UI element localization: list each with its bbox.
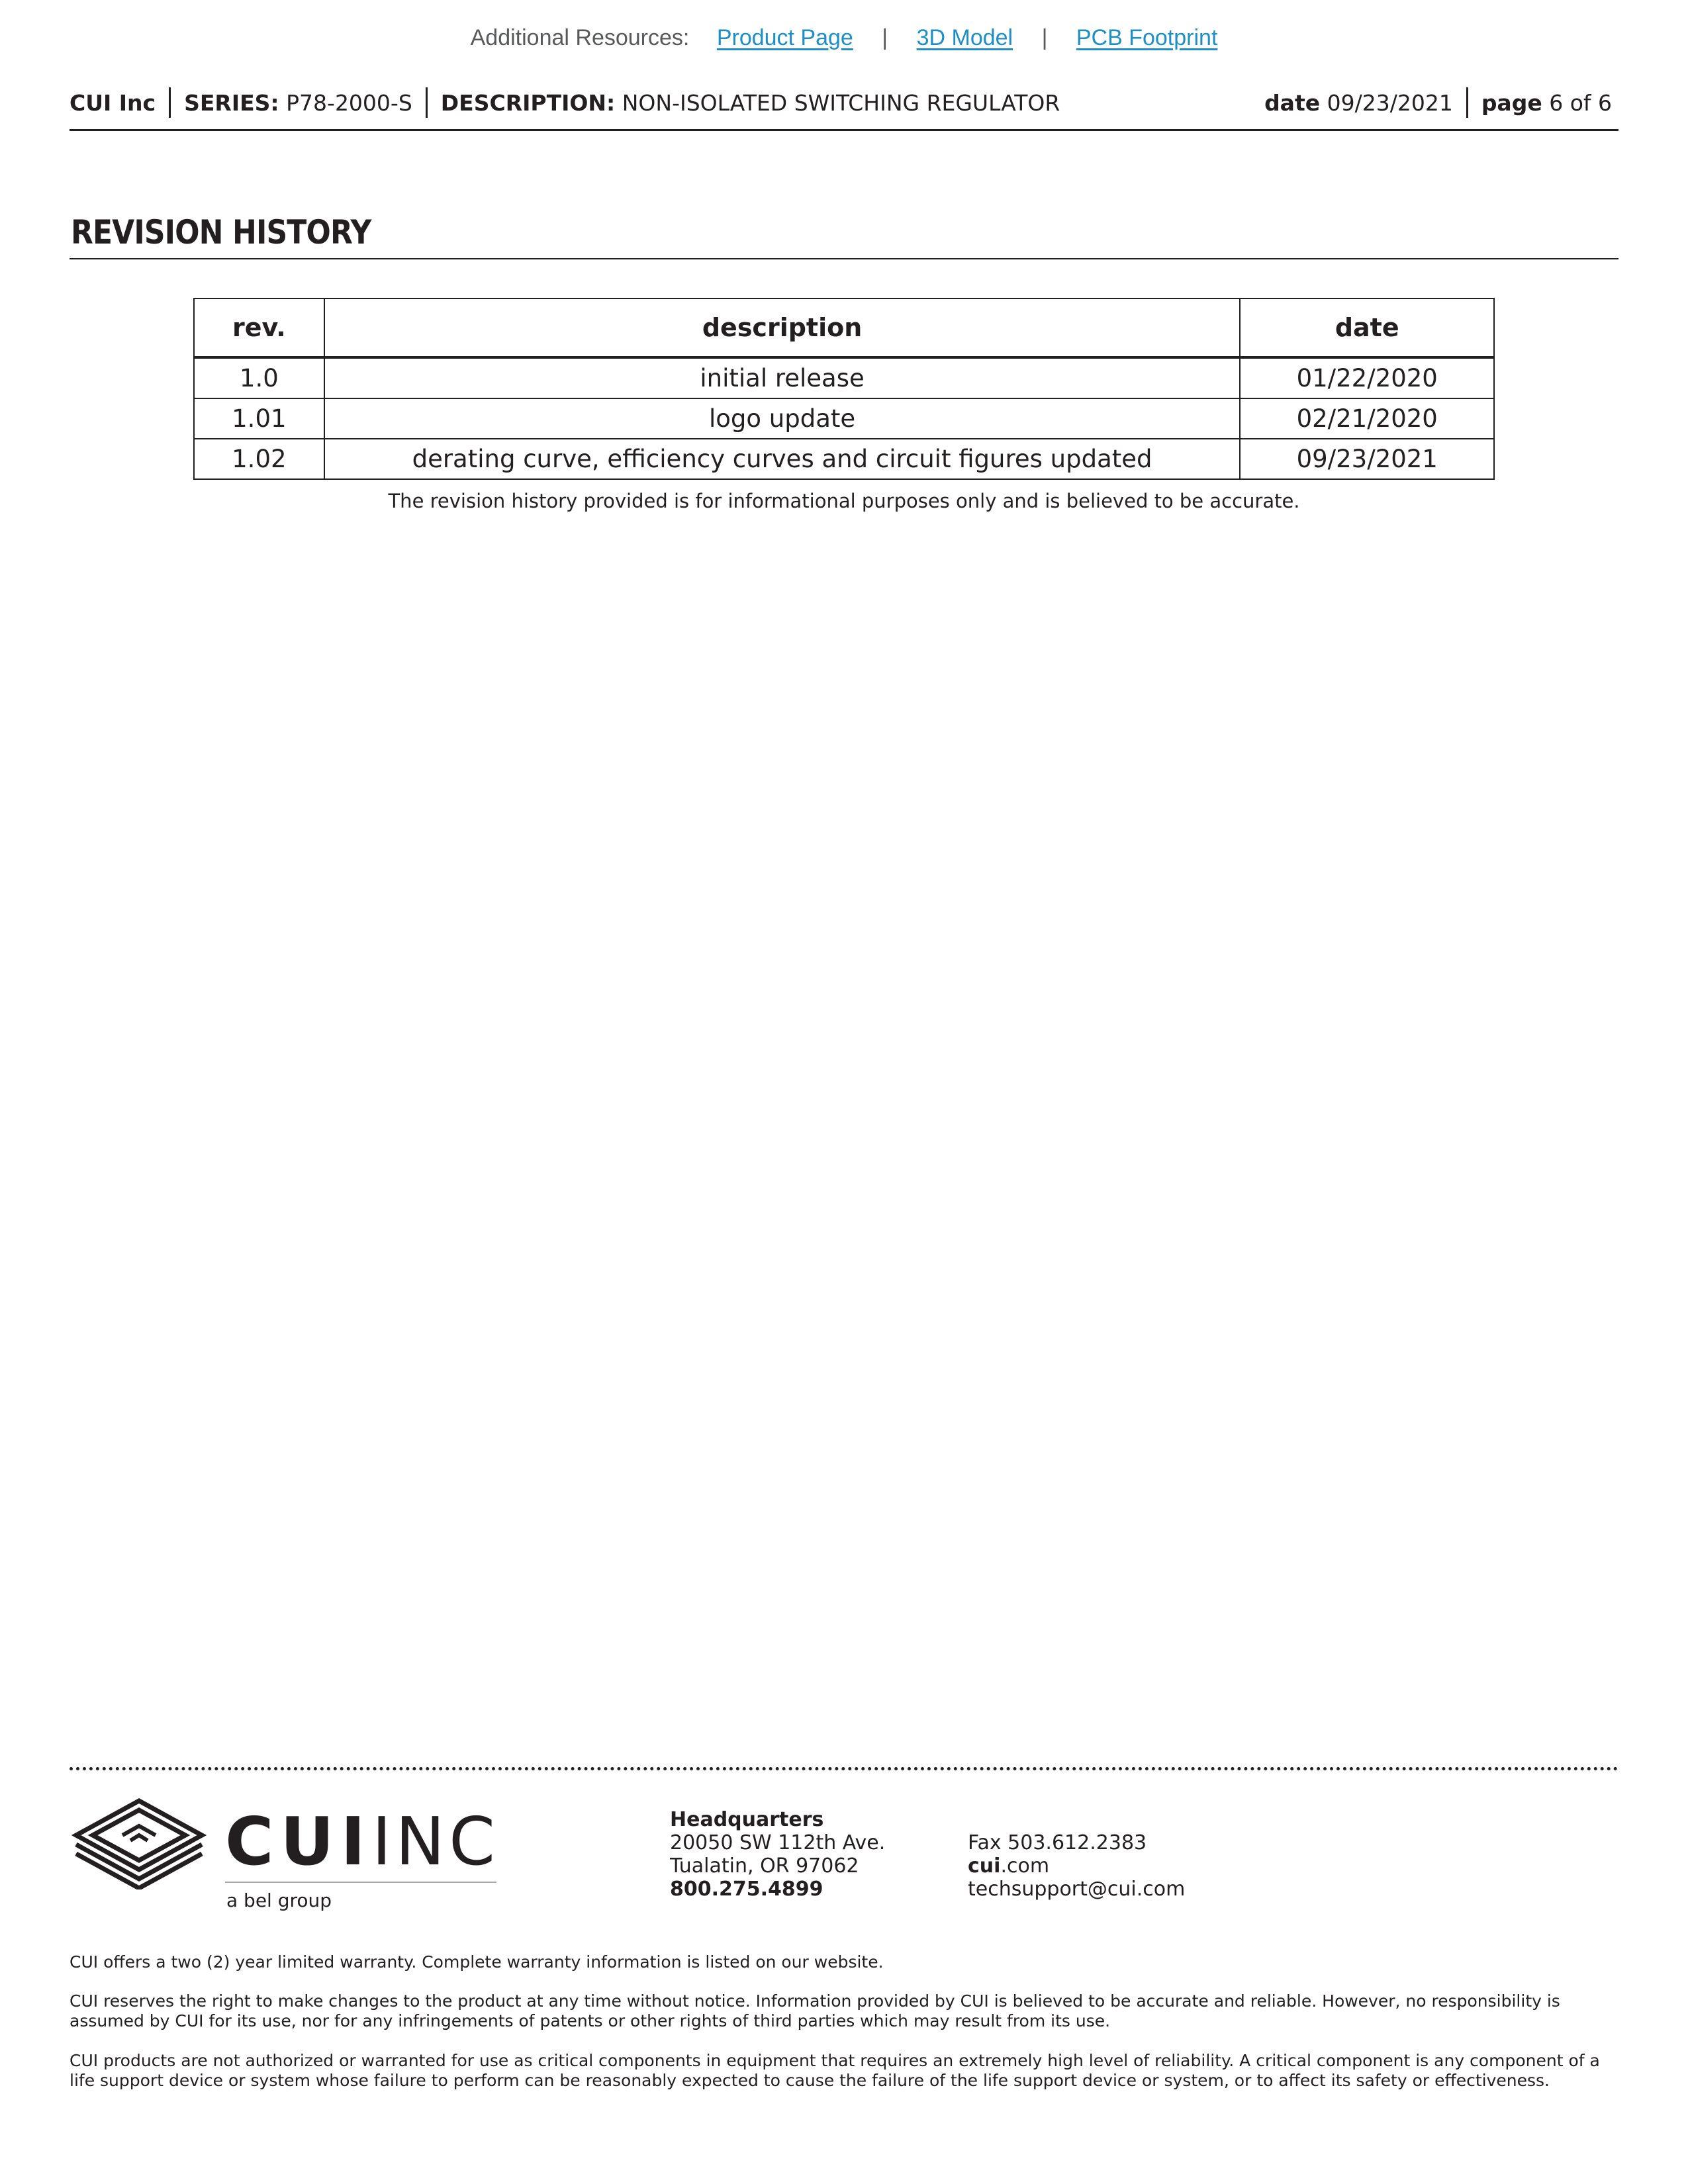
date-value: 09/23/2021 xyxy=(1327,89,1453,116)
document-header xyxy=(70,87,1618,119)
column-header-rev: rev. xyxy=(194,298,324,357)
rev-cell: 1.02 xyxy=(194,439,324,479)
cui-logo-mark-icon xyxy=(70,1797,212,1889)
rev-cell: 1.01 xyxy=(194,398,324,439)
headquarters-address-line-1: 20050 SW 112th Ave. xyxy=(670,1831,886,1854)
page-label: page xyxy=(1481,89,1542,116)
resource-separator: | xyxy=(882,25,888,50)
table-row xyxy=(194,357,1494,398)
column-header-date: date xyxy=(1240,298,1494,357)
rev-cell: 1.0 xyxy=(194,357,324,398)
section-title: REVISION HISTORY xyxy=(71,213,371,251)
warranty-notice: CUI offers a two (2) year limited warranty. Complete warranty information is listed on our website. xyxy=(70,1952,884,1972)
header-divider xyxy=(1466,87,1468,118)
logo-wordmark xyxy=(225,1803,499,1880)
headquarters-title: Headquarters xyxy=(670,1808,824,1831)
date-label: date xyxy=(1264,89,1321,116)
contact-block xyxy=(968,1831,1185,1901)
headquarters-address-line-2: Tualatin, OR 97062 xyxy=(670,1854,859,1878)
header-divider xyxy=(169,87,171,118)
pcb-footprint-link[interactable]: PCB Footprint xyxy=(1076,25,1218,50)
header-rule xyxy=(70,129,1618,131)
description-value: NON-ISOLATED SWITCHING REGULATOR xyxy=(622,89,1060,116)
description-cell: logo update xyxy=(324,398,1241,439)
additional-resources-bar xyxy=(0,25,1688,51)
critical-components-notice: CUI products are not authorized or warranted for use as critical components in equipment that requires an extremely high level of reliability. A critical component is any component of a life support device or system whose failure to perform can be reasonably expected to cause the failure of the life support device or system, or to affect its safety or effectiveness. xyxy=(70,2051,1600,2090)
website-domain-part: .com xyxy=(1000,1854,1050,1878)
resource-separator: | xyxy=(1041,25,1048,50)
description-cell: derating curve, efficiency curves and circuit figures updated xyxy=(324,439,1241,479)
fax-number: Fax 503.612.2383 xyxy=(968,1831,1147,1854)
table-row xyxy=(194,398,1494,439)
description-label: DESCRIPTION: xyxy=(440,89,616,116)
date-cell: 09/23/2021 xyxy=(1240,439,1494,479)
date-cell: 01/22/2020 xyxy=(1240,357,1494,398)
company-name: CUI Inc xyxy=(70,89,156,116)
section-rule xyxy=(70,258,1618,259)
series-label: SERIES: xyxy=(184,89,279,116)
date-cell: 02/21/2020 xyxy=(1240,398,1494,439)
table-header-row xyxy=(194,298,1494,357)
logo-word-bold: CUI xyxy=(225,1803,372,1880)
3d-model-link[interactable]: 3D Model xyxy=(916,25,1013,50)
table-row xyxy=(194,439,1494,479)
support-email-link[interactable]: techsupport@cui.com xyxy=(968,1878,1186,1901)
headquarters-phone: 800.275.4899 xyxy=(670,1878,823,1901)
revision-note: The revision history provided is for informational purposes only and is believed to be accurate. xyxy=(388,490,1300,512)
revision-table xyxy=(193,298,1495,480)
website-link[interactable] xyxy=(968,1854,1185,1878)
additional-resources-label: Additional Resources: xyxy=(470,25,690,50)
liability-notice: CUI reserves the right to make changes to the product at any time without notice. Information provided by CUI is believed to be accurate and reliable. However, no responsibility is assumed by CUI for its use, nor for any infringements of patents or other rights of third parties which may result from its use. xyxy=(70,1991,1560,2030)
footer-divider xyxy=(70,1767,1618,1770)
series-value: P78-2000-S xyxy=(286,89,412,116)
page-value: 6 of 6 xyxy=(1549,89,1612,116)
header-divider xyxy=(426,87,428,118)
cui-logo xyxy=(70,1797,500,1916)
column-header-description: description xyxy=(324,298,1241,357)
product-page-link[interactable]: Product Page xyxy=(716,25,853,50)
header-right xyxy=(1264,87,1612,118)
logo-tagline: a bel group xyxy=(226,1889,332,1911)
header-left xyxy=(70,87,1060,118)
logo-word-light: INC xyxy=(371,1803,499,1880)
website-bold-part: cui xyxy=(968,1854,1001,1878)
description-cell: initial release xyxy=(324,357,1241,398)
logo-rule xyxy=(225,1882,496,1883)
headquarters-block xyxy=(670,1808,885,1901)
